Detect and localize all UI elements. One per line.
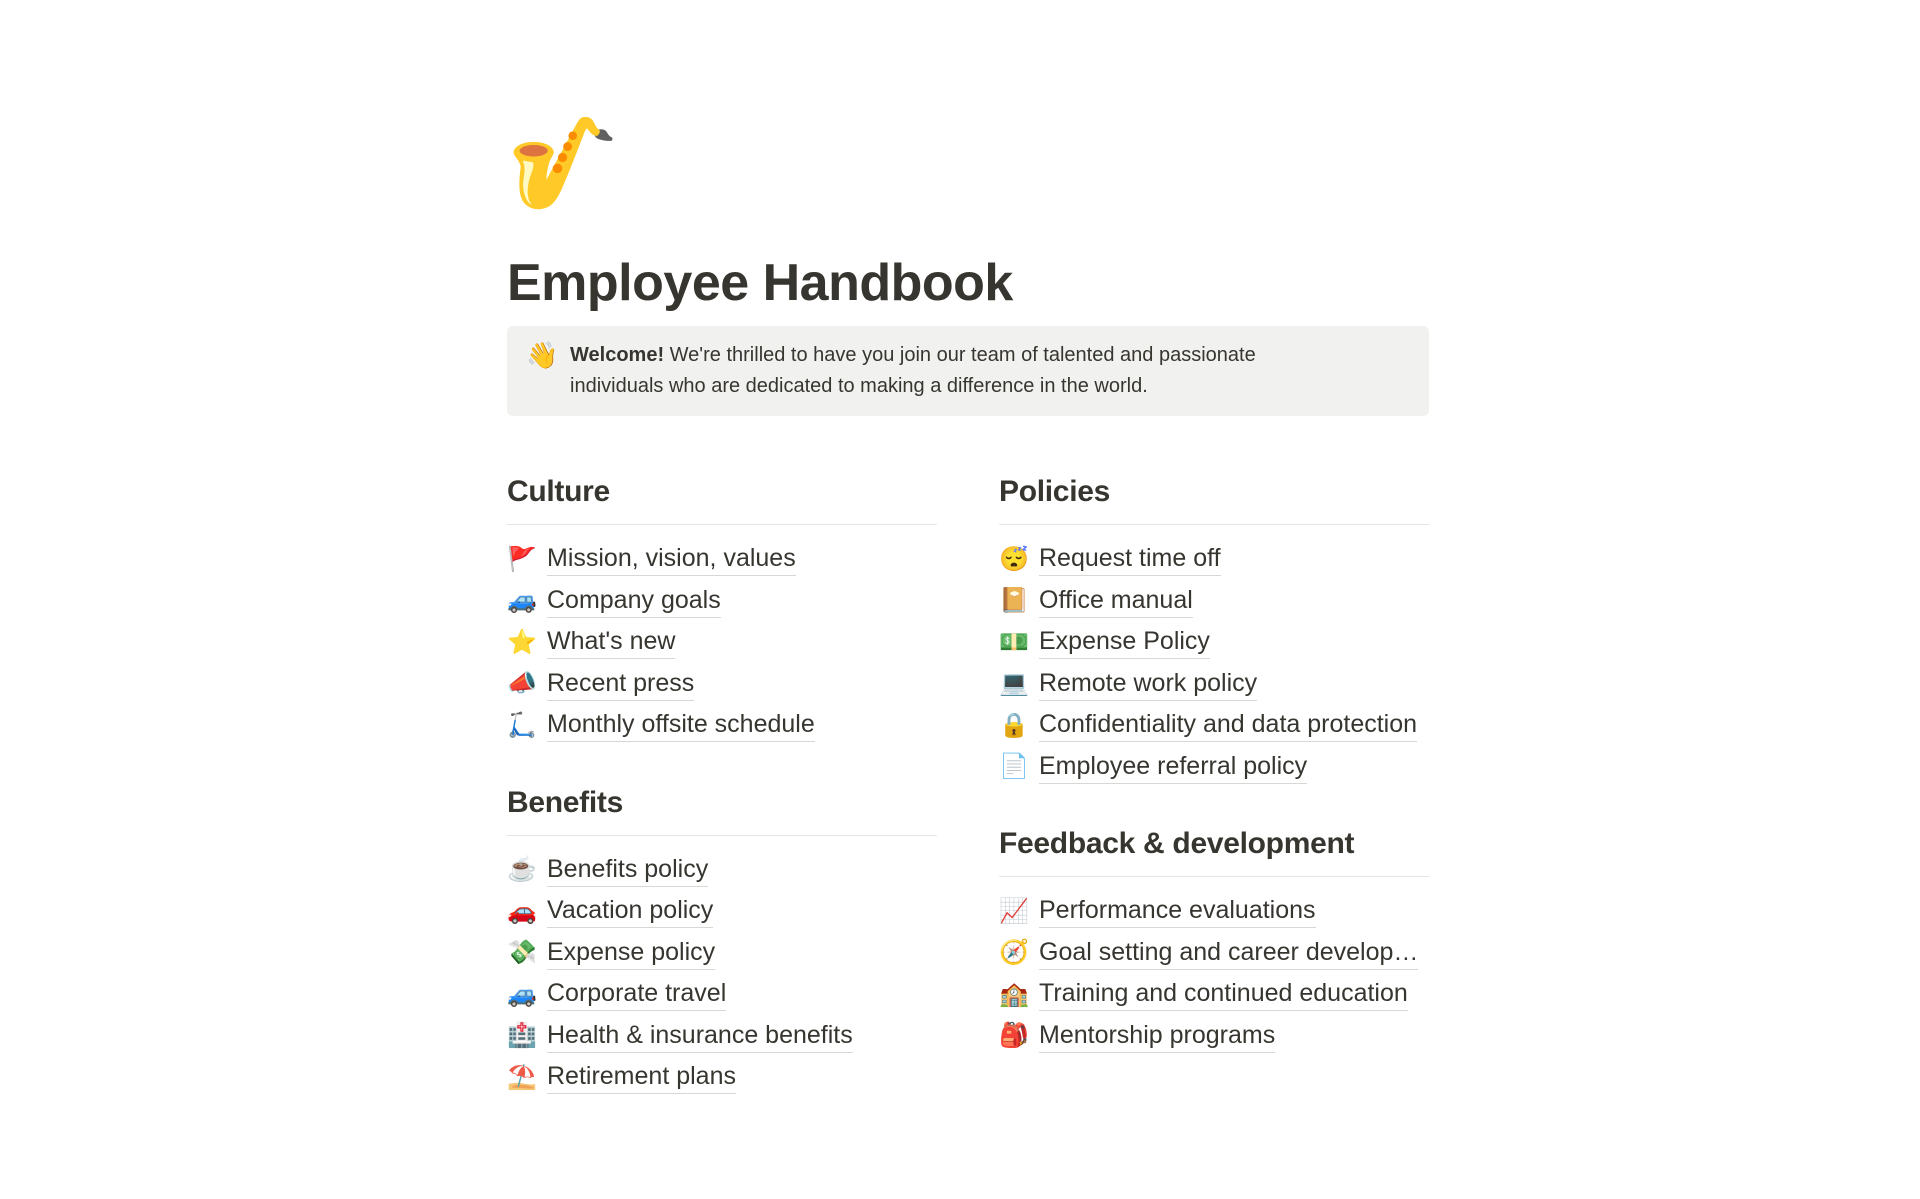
beach-umbrella-icon: ⛱️ (507, 1063, 537, 1091)
section-title-culture: Culture (507, 475, 610, 508)
divider (999, 876, 1429, 877)
backpack-icon: 🎒 (999, 1022, 1029, 1050)
waving-hand-icon: 👋 (526, 340, 559, 370)
compass-icon: 🧭 (999, 939, 1029, 967)
link-label: Expense policy (547, 937, 715, 970)
list-item (999, 664, 1429, 706)
list-item (999, 974, 1429, 1016)
list-item (507, 622, 937, 664)
lock-icon: 🔒 (999, 711, 1029, 739)
notebook-icon: 📔 (999, 587, 1029, 615)
link-label: Corporate travel (547, 978, 726, 1011)
link-label: Remote work policy (1039, 668, 1257, 701)
section-policies (999, 472, 1429, 788)
list-item (507, 1016, 937, 1058)
link-mentorship-programs[interactable] (999, 1020, 1275, 1053)
link-label: Office manual (1039, 585, 1193, 618)
list-item (507, 664, 937, 706)
page-icon-saxophone[interactable]: 🎷 (507, 114, 620, 214)
blue-car-icon: 🚙 (507, 980, 537, 1008)
coffee-icon: ☕ (507, 856, 537, 884)
feedback-links (999, 891, 1429, 1057)
link-label: Confidentiality and data protection (1039, 709, 1417, 742)
link-remote-work-policy[interactable] (999, 668, 1257, 701)
benefits-links (507, 850, 937, 1099)
welcome-callout (507, 326, 1429, 416)
school-icon: 🏫 (999, 980, 1029, 1008)
star-icon: ⭐ (507, 628, 537, 656)
list-item (999, 539, 1429, 581)
money-with-wings-icon: 💸 (507, 939, 537, 967)
list-item (999, 747, 1429, 789)
list-item (999, 581, 1429, 623)
divider (507, 835, 937, 836)
list-item (507, 581, 937, 623)
laptop-icon: 💻 (999, 670, 1029, 698)
chart-increasing-icon: 📈 (999, 897, 1029, 925)
hospital-icon: 🏥 (507, 1022, 537, 1050)
link-goal-setting-career-development[interactable] (999, 937, 1418, 970)
list-item (507, 933, 937, 975)
link-label: Employee referral policy (1039, 751, 1307, 784)
link-label: Mentorship programs (1039, 1020, 1275, 1053)
link-training-continued-education[interactable] (999, 978, 1408, 1011)
section-title-policies: Policies (999, 475, 1110, 508)
page-title: Employee Handbook (507, 254, 1013, 312)
list-item (999, 933, 1429, 975)
list-item (507, 974, 937, 1016)
divider (999, 524, 1429, 525)
link-label: Request time off (1039, 543, 1221, 576)
link-request-time-off[interactable] (999, 543, 1221, 576)
link-monthly-offsite-schedule[interactable] (507, 709, 815, 742)
red-car-icon: 🚗 (507, 897, 537, 925)
list-item (999, 891, 1429, 933)
link-whats-new[interactable] (507, 626, 675, 659)
divider (507, 524, 937, 525)
link-corporate-travel[interactable] (507, 978, 726, 1011)
list-item (507, 539, 937, 581)
list-item (999, 622, 1429, 664)
triangular-flag-icon: 🚩 (507, 545, 537, 573)
list-item (507, 1057, 937, 1099)
link-label: Vacation policy (547, 895, 713, 928)
page-facing-up-icon: 📄 (999, 753, 1029, 781)
link-mission-vision-values[interactable] (507, 543, 796, 576)
link-performance-evaluations[interactable] (999, 895, 1316, 928)
section-benefits (507, 783, 937, 1099)
link-label: Benefits policy (547, 854, 708, 887)
link-label: Goal setting and career develop… (1039, 937, 1418, 970)
link-label: Retirement plans (547, 1061, 736, 1094)
link-expense-policy[interactable] (999, 626, 1210, 659)
right-column (999, 472, 1429, 1099)
link-label: Expense Policy (1039, 626, 1210, 659)
list-item (507, 891, 937, 933)
link-office-manual[interactable] (999, 585, 1193, 618)
kick-scooter-icon: 🛴 (507, 711, 537, 739)
sleeping-face-icon: 😴 (999, 545, 1029, 573)
section-title-benefits: Benefits (507, 785, 623, 819)
section-title-feedback-development: Feedback & development (999, 827, 1355, 860)
list-item (507, 705, 937, 747)
link-confidentiality-data-protection[interactable] (999, 709, 1417, 742)
blue-car-icon: 🚙 (507, 587, 537, 615)
link-label: Mission, vision, values (547, 543, 796, 576)
link-benefits-policy[interactable] (507, 854, 708, 887)
link-label: Company goals (547, 585, 721, 618)
megaphone-icon: 📣 (507, 670, 537, 698)
content-columns (507, 472, 1429, 1099)
callout-body: We're thrilled to have you join our team of talented and passionate individuals who are dedicated to making a difference in the world. (570, 344, 1256, 397)
link-label: Health & insurance benefits (547, 1020, 853, 1053)
link-company-goals[interactable] (507, 585, 721, 618)
link-label: Training and continued education (1039, 978, 1408, 1011)
left-column (507, 472, 937, 1099)
section-culture (507, 472, 937, 747)
link-label: Recent press (547, 668, 694, 701)
callout-lead: Welcome! (570, 344, 665, 366)
link-health-insurance-benefits[interactable] (507, 1020, 853, 1053)
callout-text (570, 340, 1354, 402)
link-recent-press[interactable] (507, 668, 694, 701)
link-label: Monthly offsite schedule (547, 709, 815, 742)
dollar-banknote-icon: 💵 (999, 628, 1029, 656)
section-feedback-development (999, 824, 1429, 1057)
list-item (507, 850, 937, 892)
policies-links (999, 539, 1429, 788)
link-retirement-plans[interactable] (507, 1061, 736, 1094)
link-employee-referral-policy[interactable] (999, 751, 1307, 784)
link-expense-policy-benefits[interactable] (507, 937, 715, 970)
link-label: Performance evaluations (1039, 895, 1316, 928)
culture-links (507, 539, 937, 747)
list-item (999, 1016, 1429, 1058)
list-item (999, 705, 1429, 747)
link-label: What's new (547, 626, 675, 659)
link-vacation-policy[interactable] (507, 895, 713, 928)
